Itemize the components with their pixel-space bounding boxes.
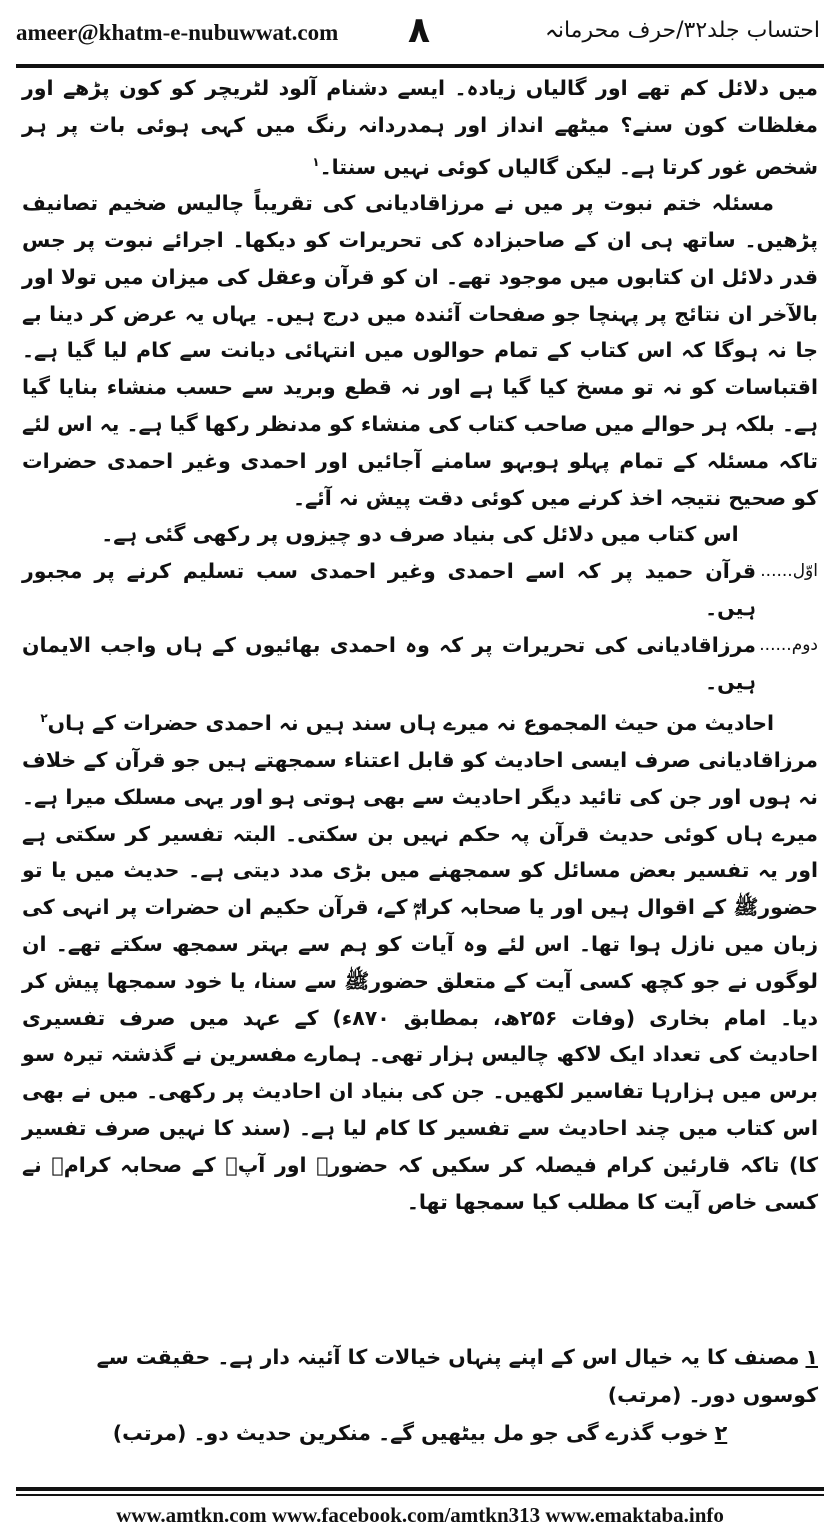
footnote-2-number: ۲	[714, 1421, 728, 1445]
page-header	[16, 12, 824, 56]
header-rule	[16, 64, 824, 68]
paragraph-2: مسئلہ ختم نبوت پر میں نے مرزاقادیانی کی تقریباً چالیس ضخیم تصانیف پڑھیں۔ ساتھ ہی ان کے صاحبزادہ کی تحریرات کو دیکھا۔ اجرائے نبوت پر جس قدر دلائل ان کتابوں میں موجود تھے۔ ان کو قرآن وعقل کی میزان میں تولا اور بالآخر ان نتائج پر پہنچا جو صفحات آئندہ میں درج ہیں۔ یہاں یہ عرض کر دینا بے جا نہ ہوگا کہ اس کتاب کے تمام حوالوں میں انتہائی دیانت سے کام لیا گیا ہے۔ اقتباسات کو نہ تو مسخ کیا گیا ہے اور نہ قطع وبرید سے حسب منشاء بنایا گیا ہے۔ بلکہ ہر حوالے میں صاحب کتاب کی منشاء کو مدنظر رکھا گیا ہے۔ یہ اس لئے تاکہ مسئلہ کے تمام پہلو ہوبہو سامنے آجائیں اور احمدی وغیر احمدی حضرات کو صحیح نتیجہ اخذ کرنے میں کوئی دقت پیش نہ آئے۔	[22, 191, 818, 510]
header-email[interactable]: ameer@khatm-e-nubuwwat.com	[16, 20, 339, 45]
footnote-ref-1: ۱	[312, 154, 320, 169]
list-item-second	[22, 627, 818, 701]
footer-links[interactable]: www.amtkn.com www.facebook.com/amtkn313 www.emaktaba.info	[116, 1503, 724, 1527]
list-item-first	[22, 553, 818, 627]
list-item-second-label: دوم......	[759, 634, 818, 655]
body-text	[22, 70, 818, 1220]
list-item-first-text: قرآن حمید پر کہ اسے احمدی وغیر احمدی سب تسلیم کرنے پر مجبور ہیں۔	[22, 559, 756, 620]
footnotes	[22, 1338, 818, 1452]
footer-rule-thick	[16, 1487, 824, 1491]
paragraph-5: مرزاقادیانی صرف ایسی احادیث کو قابل اعتناء سمجھتے ہیں جو قرآن کے خلاف نہ ہوں اور جن کی تائید دیگر احادیث سے بھی ہوتی ہو اور یہی مسلک میرا ہے۔ میرے ہاں کوئی حدیث قرآن پہ حکم نہیں بن سکتی۔ البتہ تفسیر کر سکتی ہے اور یہ تفسیر بعض مسائل کو سمجھنے میں بڑی مدد دیتی ہے۔ حدیث میں یا تو حضورﷺ کے اقوال ہیں اور یا صحابہ کرامؓ کے، قرآن حکیم ان حضرات پر انہی کی زبان میں نازل ہوا تھا۔ اس لئے وہ آیات کو ہم سے بہتر سمجھ سکتے تھے۔ ان لوگوں نے جو کچھ کسی آیت کے متعلق حضورﷺ سے سنا، یا خود سمجھا پیش کر دیا۔ امام بخاری (وفات ۲۵۶ھ، بمطابق ۸۷۰ء) کے عہد میں صرف تفسیری احادیث کی تعداد ایک لاکھ چالیس ہزار تھی۔ ہمارے مفسرین نے گذشتہ تیرہ سو برس میں ہزارہا تفاسیر لکھیں۔ جن کی بنیاد ان احادیث پر رکھی۔ میں نے بھی اس کتاب میں چند احادیث سے تفسیر کا کام لیا ہے۔ (سند کا نہیں صرف تفسیر کا) تاکہ قارئین کرام فیصلہ کر سکیں کہ حضورﷺ اور آپؐ کے صحابہ کرامؓ نے کسی خاص آیت کا مطلب کیا سمجھا تھا۔	[22, 748, 818, 1214]
footnote-ref-2: ۲	[40, 711, 48, 726]
footer-rule-thin	[16, 1494, 824, 1496]
footnote-2	[22, 1414, 818, 1452]
footnote-1-number: ۱	[805, 1345, 818, 1369]
footnote-2-text: خوب گذرے گی جو مل بیٹھیں گے۔ منکرین حدیث دو۔ (مرتب)	[112, 1421, 709, 1445]
running-head: احتساب جلد۳۲/حرف محرمانہ	[544, 18, 820, 43]
paragraph-4	[22, 700, 818, 742]
footnote-1	[22, 1338, 818, 1414]
paragraph-1-text: میں دلائل کم تھے اور گالیاں زیادہ۔ ایسے دشنام آلود لٹریچر کو کون پڑھے اور مغلظات کون سنے؟ میٹھے انداز اور ہمدردانہ رنگ میں کہی ہوئی بات پر ہر شخص غور کرتا ہے۔ لیکن گالیاں کوئی نہیں سنتا۔	[22, 76, 818, 179]
paragraph-3: اس کتاب میں دلائل کی بنیاد صرف دو چیزوں پر رکھی گئی ہے۔	[101, 522, 739, 547]
paragraph-4-text: احادیث من حیث المجموع نہ میرے ہاں سند ہیں نہ احمدی حضرات کے ہاں	[47, 711, 774, 736]
footnote-1-text: مصنف کا یہ خیال اس کے اپنے پنہاں خیالات کا آئینہ دار ہے۔ حقیقت سے کوسوں دور۔ (مرتب)	[96, 1345, 818, 1407]
list-item-second-text: مرزاقادیانی کی تحریرات پر کہ وہ احمدی بھائیوں کے ہاں واجب الایمان ہیں۔	[22, 632, 756, 694]
paragraph-1	[22, 70, 818, 185]
list-item-first-label: اوّل......	[760, 561, 818, 582]
page-number: ۸	[408, 10, 430, 51]
